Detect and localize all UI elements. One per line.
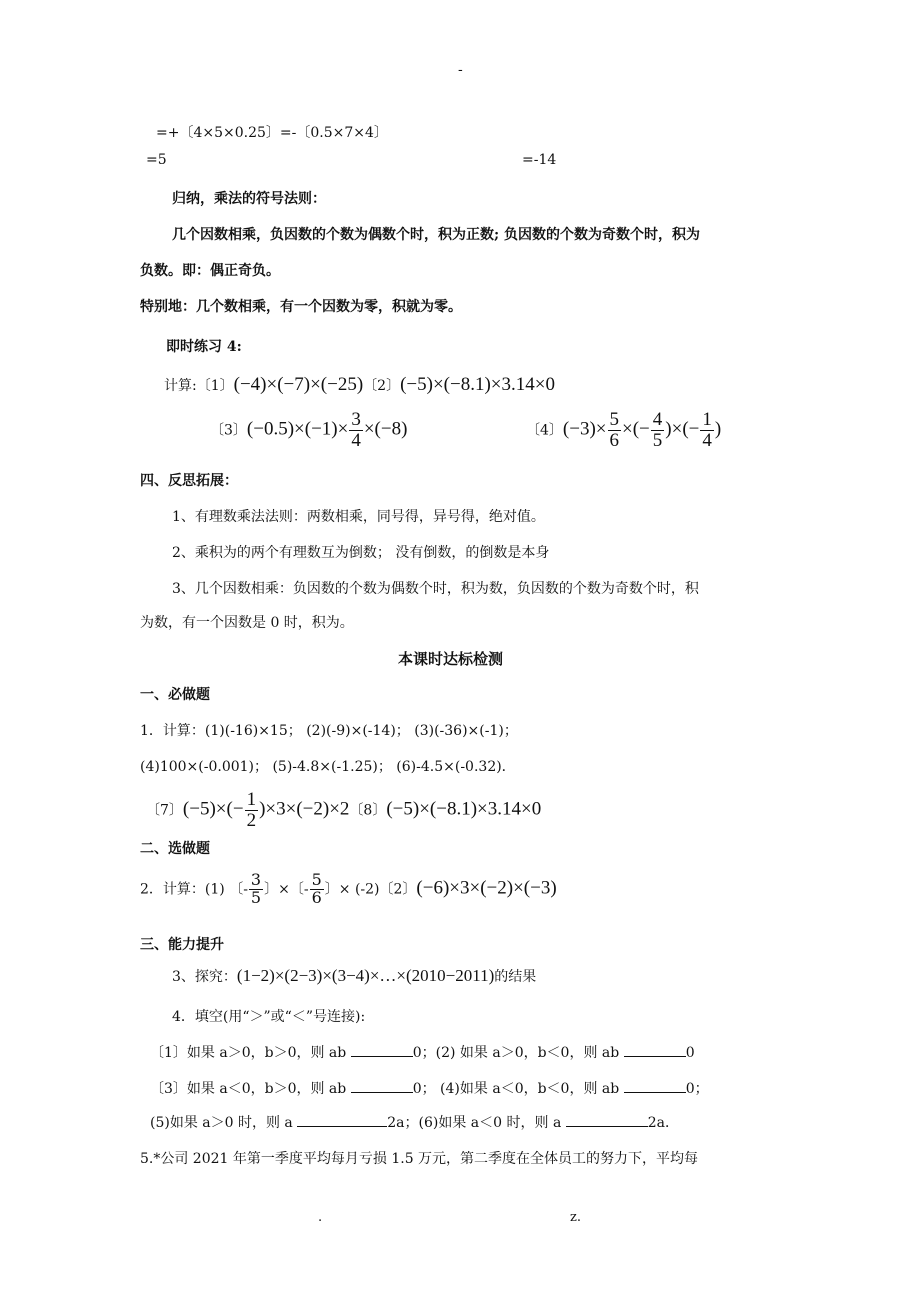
calc-result-b: =-14 [522,152,557,168]
reflect-item-3a: 3、几个因数相乘：负因数的个数为偶数个时，积为数，负因数的个数为奇数个时，积 [172,581,699,597]
reflect-item-1: 1、有理数乘法法则：两数相乘，同号得，异号得，绝对值。 [172,509,545,525]
numerator: 1 [246,789,257,810]
practice-calc-label: 计算:〔1〕 [164,378,234,394]
practice-expr-4 [526,410,721,451]
section-required: 一、必做题 [140,687,210,703]
practice-title: 即时练习 4: [166,339,242,355]
section-advanced: 三、能力提升 [140,937,224,953]
question-7-8 [146,790,541,831]
reflect-item-3b: 为数，有一个因数是 0 时，积为。 [140,615,354,631]
practice-num-2: 〔2〕 [363,378,401,394]
rule-paragraph-2: 负数。即：偶正奇负。 [140,263,280,279]
fraction [608,410,622,451]
answer-blank[interactable] [351,1080,413,1093]
q8-number: 〔8〕 [349,802,387,819]
fill-text: 0； [685,1081,709,1097]
practice-expr-3 [210,410,407,451]
answer-blank[interactable] [297,1114,387,1127]
practice-expr-4d: ) [714,418,722,440]
header-mark: - [458,62,463,78]
practice-expr-2: (−5)×(−8.1)×3.14×0 [400,374,555,395]
practice-expr-1: (−4)×(−7)×(−25) [233,374,364,395]
fill-row-3 [150,1112,679,1132]
q3-label: 3、探究： [172,969,237,985]
q2-text-b: 〕×〔- [264,881,309,898]
denominator: 5 [250,887,262,907]
fraction [249,872,263,907]
fraction [245,790,259,831]
fill-row-2 [150,1078,709,1098]
fill-text: 2a；(6)如果 a＜0 时，则 a [387,1115,562,1131]
q3-suffix: 的结果 [494,969,537,985]
reflect-title: 四、反思拓展： [140,473,238,489]
answer-blank[interactable] [624,1044,686,1057]
fill-text: 0； (4)如果 a＜0，b＜0，则 ab [412,1081,620,1097]
question-2 [140,872,557,907]
rule-paragraph-1: 几个因数相乘，负因数的个数为偶数个时，积为正数; 负因数的个数为奇数个时，积为 [172,227,701,243]
practice-row-1 [164,374,555,396]
q2-text-c: 〕× (-2)〔2〕 [324,881,417,898]
fill-text: (5)如果 a＞0 时，则 a [150,1115,293,1131]
denominator: 5 [652,429,663,451]
denominator: 4 [702,429,712,451]
q2-text-a: 2．计算：(1) 〔- [140,881,248,898]
denominator: 2 [246,809,257,831]
denominator: 6 [609,429,620,451]
practice-expr-3a: (−0.5)×(−1)× [246,418,349,440]
fraction [651,410,665,451]
footer-right: z. [570,1210,581,1225]
practice-expr-3b: ×(−8) [363,418,408,440]
q7-expr-b: )×3×(−2)×2 [259,798,350,820]
denominator: 6 [311,887,322,907]
calc-result-a: =5 [146,152,167,168]
q7-number: 〔7〕 [146,802,183,819]
fill-text: 0 [685,1045,695,1061]
numerator: 3 [250,870,262,889]
practice-expr-4a: (−3)× [562,418,607,440]
q2-expr: (−6)×3×(−2)×(−3) [416,877,557,899]
fill-text: 〔3〕如果 a＜0，b＞0，则 ab [150,1081,347,1097]
numerator: 4 [652,409,663,430]
fraction [349,410,363,451]
question-3 [172,966,536,986]
question-1-line-1: 1．计算：(1)(-16)×15； (2)(-9)×(-14)； (3)(-36)×(-1)； [140,723,518,739]
question-4: 4．填空(用“＞”或“＜”号连接): [172,1009,366,1025]
calc-line-1: =+〔4×5×0.25〕=-〔0.5×7×4〕 [156,125,388,141]
q8-expr: (−5)×(−8.1)×3.14×0 [386,798,542,820]
q3-expr: (1−2)×(2−3)×(3−4)×…×(2010−2011) [236,966,495,985]
numerator: 3 [351,409,361,430]
question-5: 5.*公司 2021 年第一季度平均每月亏损 1.5 万元，第二季度在全体员工的努力下，平均每 [140,1151,699,1167]
test-title: 本课时达标检测 [398,650,504,668]
question-1-line-2: (4)100×(-0.001)； (5)-4.8×(-1.25)； (6)-4.5×(-0.32)． [140,759,516,775]
numerator: 1 [702,409,712,430]
section-optional: 二、选做题 [140,841,210,857]
answer-blank[interactable] [624,1080,686,1093]
practice-num-3: 〔3〕 [210,422,247,439]
fill-row-1 [150,1042,695,1062]
numerator: 5 [311,870,322,889]
answer-blank[interactable] [566,1114,648,1127]
footer-left: . [318,1210,323,1225]
rule-title: 归纳，乘法的符号法则： [172,191,326,207]
q7-expr-a: (−5)×(− [182,798,244,820]
denominator: 4 [351,429,361,451]
fill-text: 〔1〕如果 a＞0，b＞0，则 ab [150,1045,347,1061]
numerator: 5 [609,409,620,430]
fraction [310,872,324,907]
reflect-item-2: 2、乘积为的两个有理数互为倒数； 没有倒数，的倒数是本身 [172,545,550,561]
fill-text: 0；(2) 如果 a＞0，b＜0，则 ab [412,1045,620,1061]
fill-text: 2a． [647,1115,680,1131]
rule-special: 特别地：几个数相乘，有一个因数为零，积就为零。 [140,299,462,315]
practice-expr-4b: ×(− [622,418,650,440]
answer-blank[interactable] [351,1044,413,1057]
fraction [700,410,714,451]
practice-expr-4c: )×(− [665,418,700,440]
practice-num-4: 〔4〕 [526,422,563,439]
